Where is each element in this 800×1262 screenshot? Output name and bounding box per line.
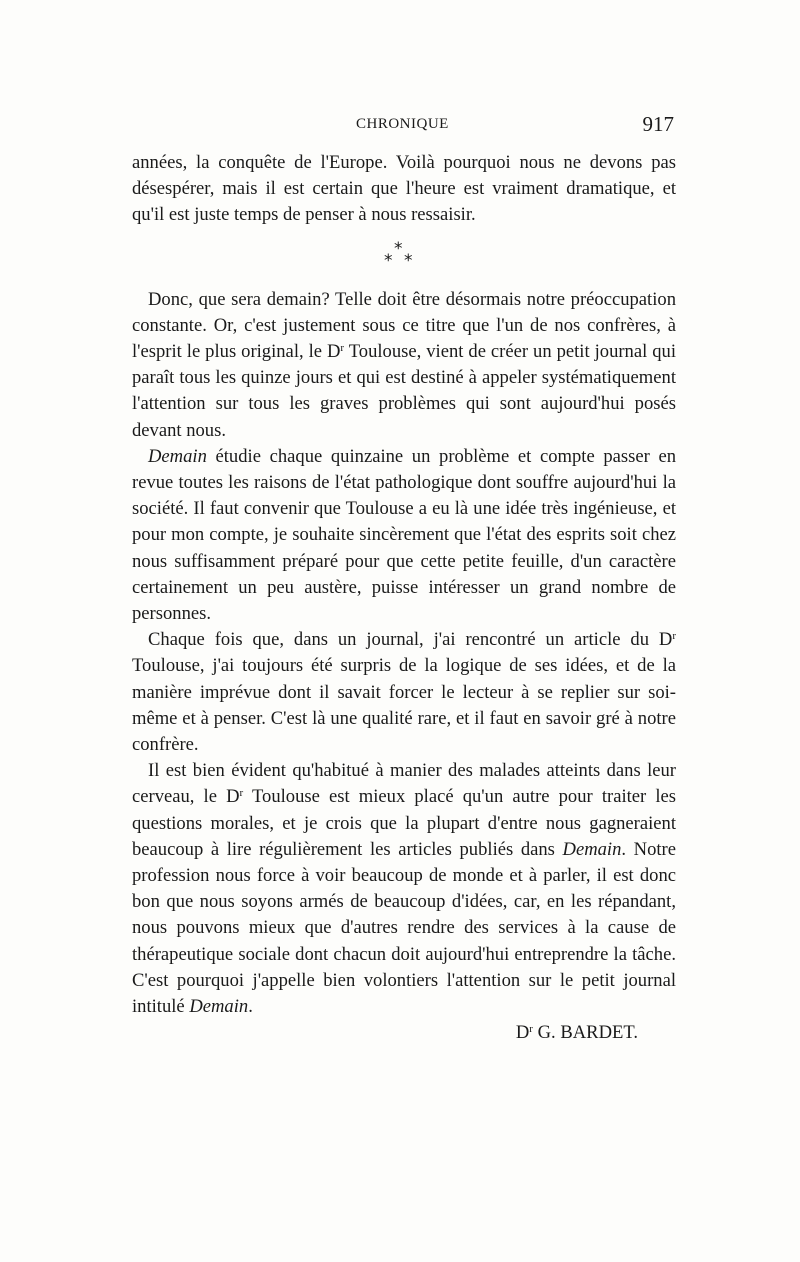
signature-sup: r [529,1023,533,1036]
asterism-star-top: * [394,238,403,259]
paragraph-4-text-a: Chaque fois que, dans un journal, j'ai rencontré un article du D [148,629,673,651]
journal-title: Demain [148,445,207,467]
doctor-abbrev-sup: r [239,787,244,800]
paragraph-5-text-c: . Notre profession nous force à voir beaucoup de monde et à parler, il est donc bon que nous soyons armés de beaucoup d'idées, car, en les répandant, nous pouvons mieux que d'autres rendre des services à la cause de thérapeutique sociale dont chacun doit aujourd'hui entreprendre la tâche. C'est pourquoi j'appelle bien volontiers l'attention sur le petit journal intitulé [132,838,676,1018]
paragraph-3-text: étudie chaque quinzaine un problème et compte passer en revue toutes les raisons de l'état pathologique dont souffre aujourd'hui la société. Il faut convenir que Toulouse a eu là une idée très ingénieuse, et pour mon compte, je souhaite sincèrement que l'état des esprits soit chez nous suffisamment préparé pour que cette petite feuille, d'un caractère certainement un peu austère, puisse intéresser un grand nombre de personnes. [132,445,676,625]
journal-title: Demain [562,838,622,860]
paragraph-4-text-b: Toulouse, j'ai toujours été surpris de la logique de ses idées, et de la manière imprévue dont il savait forcer le lecteur à se replier sur soi-même et à penser. C'est là une qualité rare, et il faut en savoir gré à notre confrère. [132,655,676,756]
doctor-abbrev-sup: r [340,342,345,355]
signature-name-initial: G. B [532,1022,573,1044]
doctor-abbrev-sup: r [672,630,676,643]
page-number: 917 [642,112,674,136]
paragraph-5-text-d: . [248,996,253,1018]
page-header [132,112,676,142]
asterism-star-left: * [384,250,393,271]
paragraph-2-text-b: Toulouse, vient de créer un petit journal qui paraît tous les quinze jours et qui est destiné à appeler systématiquement l'attention sur tous les graves problèmes qui sont aujourd'hui posés devant nous. [132,341,677,441]
paragraph-5 [132,758,676,1020]
paragraph-5-text-a: Il est bien évident qu'habitué à manier des malades atteints dans leur cerveau, le D [132,760,676,808]
asterism-star-right: * [404,250,413,271]
paragraph-2 [132,287,676,444]
signature-prefix: D [515,1022,530,1044]
paragraph-1 [132,150,676,229]
body-text [132,150,676,1047]
paragraph-2-text-a: Donc, que sera demain? Telle doit être désormais notre préoccupation constante. Or, c'est justement sous ce titre que l'un de nos confrères, à l'esprit le plus original, le D [132,288,676,363]
paragraph-4 [132,627,676,758]
signature [132,1020,676,1046]
paragraph-3 [132,444,676,627]
paragraph-1-text: années, la conquête de l'Europe. Voilà pourquoi nous ne devons pas désespérer, mais il est certain que l'heure est vraiment dramatique, et qu'il est juste temps de penser à nous ressaisir. [132,152,676,226]
journal-title: Demain [189,996,249,1018]
signature-name-rest: ARDET. [572,1022,638,1044]
section-separator [132,229,676,287]
running-head: CHRONIQUE [356,116,449,132]
paragraph-5-text-b: Toulouse est mieux placé qu'un autre pour traiter les questions morales, et je crois que la plupart d'entre nous gagneraient beaucoup à lire régulièrement les articles publiés dans [132,786,676,860]
